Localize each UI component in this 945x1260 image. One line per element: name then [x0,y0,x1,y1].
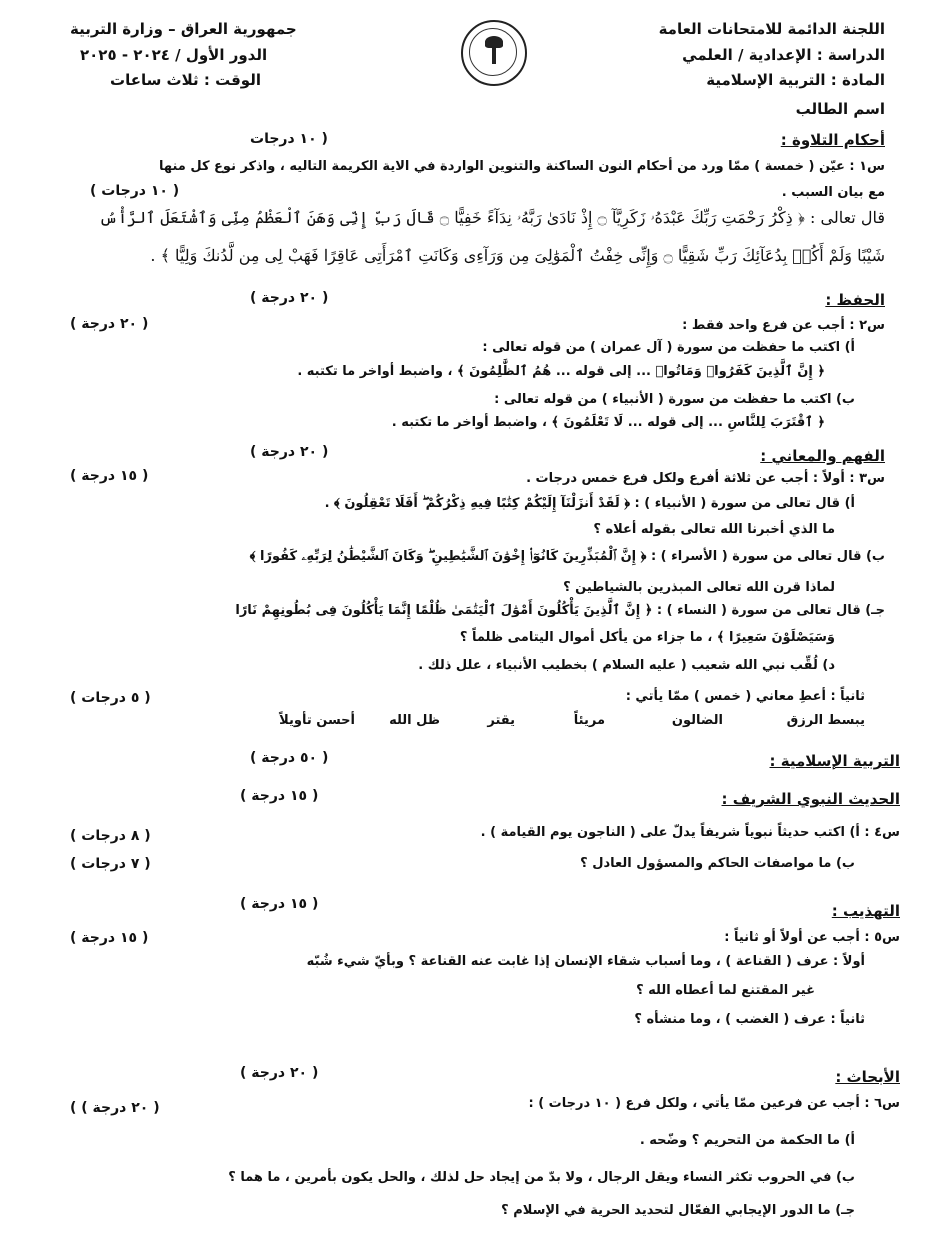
question-4-a: س٤ : أ) اكتب حديثاً نبوياً شريفاً يدلّ على ( الناجون يوم القيامة ) . [480,825,900,840]
section-recitation-title: أحكام التلاوة : [780,131,885,149]
question-2-a: أ) اكتب ما حفظت من سورة ( آل عمران ) من قوله تعالى : [482,340,855,355]
section-memorization-marks: ( ٢٠ درجة ) [250,290,329,306]
header-ministry: جمهورية العراق – وزارة التربية [70,20,297,38]
section-islamic-education-title: التربية الإسلامية : [769,752,900,770]
question-5-first-cont: غير المقتنع لما أعطاه الله ؟ [636,983,815,998]
vocab-word-4: يقتر [487,713,515,728]
question-3-c: جـ) قال تعالى من سورة ( النساء ) : ﴿ إِنَّ ٱلَّذِينَ يَأْكُلُونَ أَمْوَٰلَ ٱلْيَتَٰمَىٰ ظُلْمًا إِنَّمَا يَأْكُلُونَ فِى بُطُونِهِمْ نَارًا [235,603,885,618]
question-3-second: ثانياً : أعطِ معاني ( خمس ) ممّا يأتي : [625,689,865,704]
header-round: الدور الأول / ٢٠٢٤ - ٢٠٢٥ [80,46,268,64]
question-3-b-q: لماذا قرن الله تعالى المبذرين بالشياطين ؟ [563,580,835,595]
question-6: س٦ : أجب عن فرعين ممّا يأتي ، ولكل فرع ( ١٠ درجات ) : [528,1096,900,1111]
section-islamic-education-marks: ( ٥٠ درجة ) [250,750,329,766]
section-memorization-title: الحفظ : [825,291,885,309]
header-subject: المادة : التربية الإسلامية [706,71,885,89]
question-5-first: أولاً : عرف ( القناعة ) ، وما أسباب شقاء الإنسان إذا غابت عنه القناعة ؟ وبأيّ شيء شُبّه [306,954,865,969]
vocab-word-3: مريئاً [573,713,605,728]
student-name-label: اسم الطالب [795,100,885,118]
question-3: س٣ : أولاً : أجب عن ثلاثة أفرع ولكل فرع خمس درجات . [526,471,885,486]
question-5: س٥ : أجب عن أولاً أو ثانياً : [724,930,900,945]
question-3-d: د) لُقِّب نبي الله شعيب ( عليه السلام ) بخطيب الأنبياء ، علل ذلك . [418,658,835,673]
question-2-b-verse: ﴿ ٱقْتَرَبَ لِلنَّاسِ ... إلى قوله ... لَا تَعْلَمُونَ ﴾ ، واضبط أواخر ما تكتبه . [391,415,825,430]
question-6-a: أ) ما الحكمة من التحريم ؟ وضّحه . [639,1133,855,1148]
section-research-title: الأبحاث : [835,1068,900,1086]
section-ethics-title: التهذيب : [831,902,900,920]
vocab-word-6: أحسن تأويلاً [279,713,355,728]
section-hadith-title: الحديث النبوي الشريف : [721,790,900,808]
question-2: س٢ : أجب عن فرع واحد فقط : [682,318,885,333]
vocab-word-1: يبسط الرزق [786,713,865,728]
question-3-a-q: ما الذي أخبرنا الله تعالى بقوله أعلاه ؟ [593,522,835,537]
section-understanding-title: الفهم والمعاني : [760,447,885,465]
vocab-word-5: ظل الله [389,713,440,728]
question-3-b: ب) قال تعالى من سورة ( الأسراء ) : ﴿ إِنَّ ٱلْمُبَذِّرِينَ كَانُوٓا۟ إِخْوَٰنَ ٱلشَّيَٰطِينِ ۖ وَكَانَ ٱلشَّيْطَٰنُ لِرَبِّهِۦ كَفُورًا ﴾ [249,549,885,564]
question-4-a-marks: ( ٨ درجات ) [70,828,151,844]
question-1-cont: مع بيان السبب . [781,185,885,200]
vocab-word-2: الضالون [671,713,723,728]
question-5-marks: ( ١٥ درجة ) [70,930,149,946]
question-6-b: ب) في الحروب تكثر النساء ويقل الرجال ، ولا بدّ من إيجاد حل لذلك ، والحل يكون بأمرين ، ما هما ؟ [228,1170,855,1185]
section-ethics-marks: ( ١٥ درجة ) [240,896,319,912]
section-hadith-marks: ( ١٥ درجة ) [240,788,319,804]
question-3-c-cont: وَسَيَصْلَوْنَ سَعِيرًا ﴾ ، ما جزاء من يأكل أموال اليتامى ظلماً ؟ [459,630,835,645]
header-time: الوقت : ثلاث ساعات [110,71,261,89]
verse-line-2: شَيْبًا وَلَمْ أَكُنۢ بِدُعَآئِكَ رَبِّ شَقِيًّا ۝ وَإِنِّى خِفْتُ ٱلْمَوَٰلِىَ مِن وَرَآءِى وَكَانَتِ ٱمْرَأَتِى عَاقِرًا فَهَبْ لِى مِن لَّدُنكَ وَلِيًّا ﴾ . [150,246,885,265]
question-6-c: جـ) ما الدور الإيجابي الفعّال لتحديد الحرية في الإسلام ؟ [501,1203,855,1218]
question-2-b: ب) اكتب ما حفظت من سورة ( الأنبياء ) من قوله تعالى : [494,392,855,407]
question-2-a-verse: ﴿ إِنَّ ٱلَّذِينَ كَفَرُوا۟ وَمَاتُوا۟ ... إلى قوله ... هُمُ ٱلظَّٰلِمُونَ ﴾ ، واضبط أواخر ما تكتبه . [297,364,825,379]
section-understanding-marks: ( ٢٠ درجة ) [250,444,329,460]
question-2-marks: ( ٢٠ درجة ) [70,316,149,332]
section-research-marks: ( ٢٠ درجة ) [240,1065,319,1081]
section-recitation-marks: ( ١٠ درجات [250,131,328,147]
question-1-marks: ( ١٠ درجات ) [90,183,180,199]
question-5-second: ثانياً : عرف ( الغضب ) ، وما منشأه ؟ [634,1012,865,1027]
question-3-marks: ( ١٥ درجة ) [70,468,149,484]
verse-line-1: قال تعالى : ﴿ ذِكْرُ رَحْمَتِ رَبِّكَ عَبْدَهُۥ زَكَرِيَّآ ۝ إِذْ نَادَىٰ رَبَّهُۥ نِدَآءً خَفِيًّا ۝ قَالَ رَبِّ إِنِّى وَهَنَ ٱلْعَظْمُ مِنِّى وَٱشْتَعَلَ ٱلرَّأْسُ [99,208,885,227]
ministry-seal-icon [461,20,527,86]
question-1: س١ : عيّن ( خمسة ) ممّا ورد من أحكام النون الساكنة والتنوين الواردة في الاية الكريمة التاليه ، واذكر نوع كل منها [159,159,885,174]
question-4-b-marks: ( ٧ درجات ) [70,856,151,872]
question-3-a: أ) قال تعالى من سورة ( الأنبياء ) : ﴿ لَقَدْ أَنزَلْنَآ إِلَيْكُمْ كِتَٰبًا فِيهِ ذِكْرُكُمْ ۖ أَفَلَا تَعْقِلُونَ ﴾ . [324,496,855,511]
header-study: الدراسة : الإعدادية / العلمي [682,46,885,64]
question-3-second-marks: ( ٥ درجات ) [70,690,151,706]
question-6-marks: ( ٢٠ درجة ) ) [70,1100,160,1116]
question-4-b: ب) ما مواصفات الحاكم والمسؤول العادل ؟ [580,856,855,871]
header-committee: اللجنة الدائمة للامتحانات العامة [658,20,885,38]
